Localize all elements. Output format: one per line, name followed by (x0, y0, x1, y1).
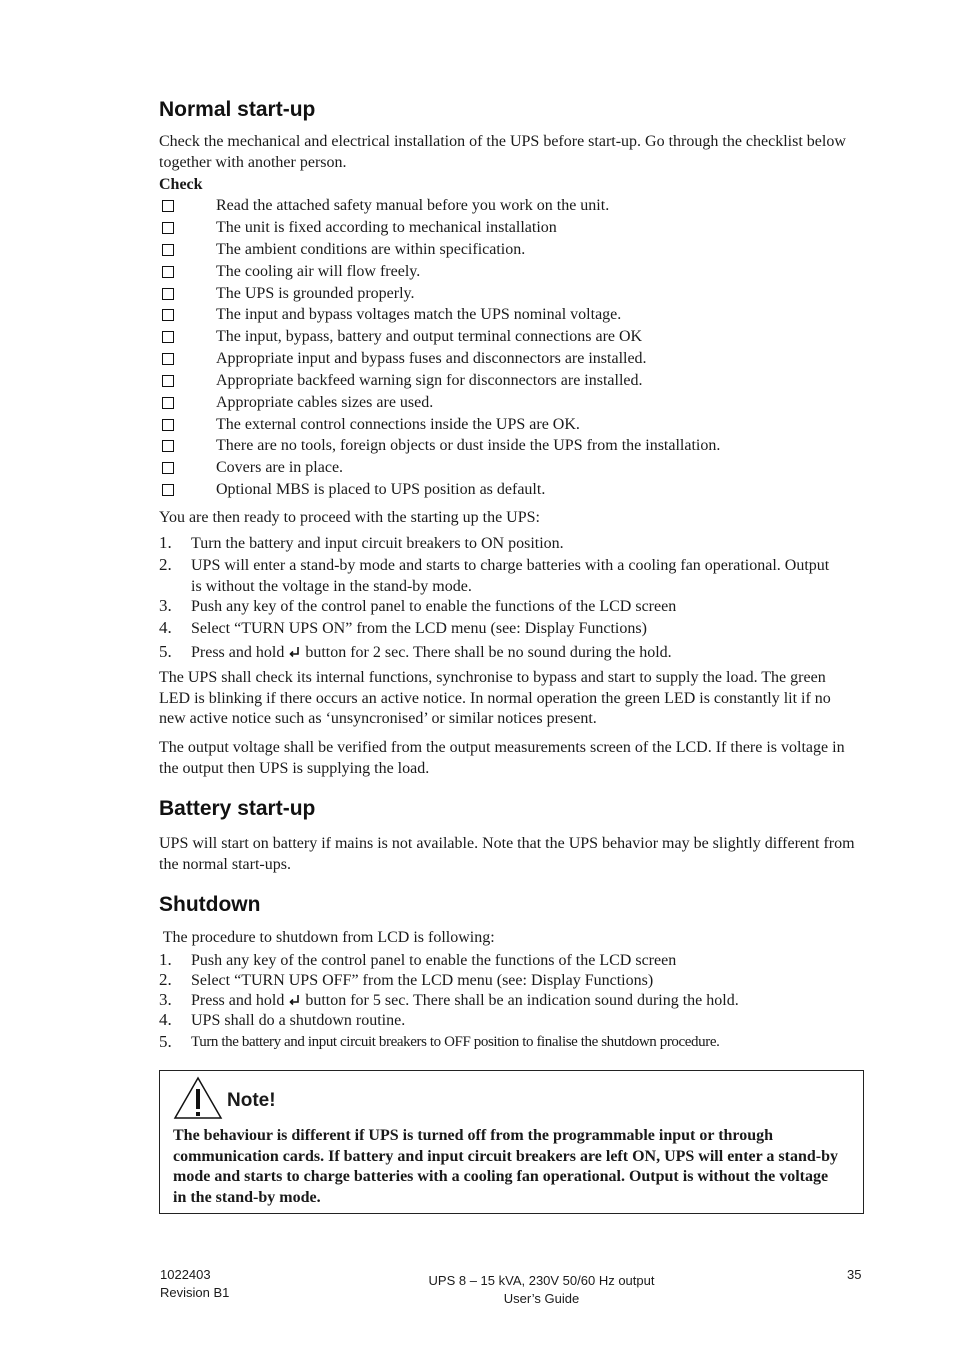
footer-left (160, 1266, 229, 1302)
checklist-item-text: Appropriate cables sizes are used. (216, 394, 434, 411)
step-text: Select “TURN UPS OFF” from the LCD menu (see: Display Functions) (191, 972, 654, 989)
checklist-item (159, 437, 859, 459)
enter-key-icon (288, 646, 301, 658)
step-number: 2. (159, 970, 172, 989)
guide-name: User’s Guide (503, 1291, 580, 1306)
checkbox-icon (162, 222, 174, 234)
checklist-item (159, 241, 859, 263)
step-text: UPS will enter a stand-by mode and starts to charge batteries with a cooling fan operational. Output is without the voltage in the stand-by mode. (191, 557, 830, 595)
step-number: 3. (159, 990, 172, 1009)
doc-number: 1022403 (160, 1267, 211, 1282)
checklist-item (159, 219, 859, 241)
revision: Revision B1 (160, 1285, 230, 1300)
note-title: Note! (227, 1090, 276, 1111)
checkbox-icon (162, 419, 174, 431)
checklist-item-text: The cooling air will flow freely. (216, 263, 421, 280)
checklist-item-text: There are no tools, foreign objects or dust inside the UPS from the installation. (216, 437, 721, 454)
step-text: Turn the battery and input circuit breakers to OFF position to finalise the shutdown procedure. (191, 1034, 720, 1050)
product-name: UPS 8 – 15 kVA, 230V 50/60 Hz output (428, 1273, 655, 1288)
checkbox-icon (162, 440, 174, 452)
step-text (191, 990, 831, 1011)
step-text: Select “TURN UPS ON” from the LCD menu (see: Display Functions) (191, 620, 647, 637)
checklist-item (159, 372, 859, 394)
step-number: 4. (159, 1010, 172, 1029)
checklist-item (159, 350, 859, 372)
checkbox-icon (162, 484, 174, 496)
step-number: 1. (159, 950, 172, 969)
step-text: Push any key of the control panel to enable the functions of the LCD screen (191, 952, 677, 969)
checkbox-icon (162, 331, 174, 343)
battery-text: UPS will start on battery if mains is not available. Note that the UPS behavior may be slightly different from the normal start-ups. (159, 835, 855, 873)
checklist-item-text: The UPS is grounded properly. (216, 285, 415, 302)
footer-center (390, 1272, 693, 1308)
ready-text: You are then ready to proceed with the starting up the UPS: (159, 509, 540, 526)
checklist-item-text: The ambient conditions are within specification. (216, 241, 526, 258)
note-text: The behaviour is different if UPS is turned off from the programmable input or through communication cards. If battery and input circuit breakers are left ON, UPS will enter a stand-by mode and starts to charge batteries with a cooling fan operational. Output is without the voltage in the stand-by mode. (173, 1127, 839, 1206)
checklist-item (159, 459, 859, 481)
note-box (159, 1070, 864, 1214)
step-number: 4. (159, 618, 172, 637)
step-text (191, 642, 831, 663)
checkbox-icon (162, 266, 174, 278)
step-text: Turn the battery and input circuit breakers to ON position. (191, 535, 564, 552)
checklist-item-text: Optional MBS is placed to UPS position as default. (216, 481, 546, 498)
checkbox-icon (162, 200, 174, 212)
check-label: Check (159, 176, 203, 193)
checklist-item (159, 306, 859, 328)
section-heading-normal-startup: Normal start-up (159, 98, 316, 121)
checklist-item (159, 481, 859, 503)
checklist-item-text: The input and bypass voltages match the UPS nominal voltage. (216, 306, 622, 323)
step-text: Push any key of the control panel to enable the functions of the LCD screen (191, 598, 677, 615)
step-text-post: button for 2 sec. There shall be no sound during the hold. (305, 644, 672, 661)
checkbox-icon (162, 309, 174, 321)
checklist-item (159, 416, 859, 438)
checklist-item-text: Appropriate backfeed warning sign for disconnectors are installed. (216, 372, 643, 389)
checklist-item (159, 285, 859, 307)
checklist-item (159, 328, 859, 350)
section-heading-shutdown: Shutdown (159, 893, 261, 916)
step-text-pre: Press and hold (191, 644, 285, 661)
checkbox-icon (162, 397, 174, 409)
checkbox-icon (162, 244, 174, 256)
step-number: 5. (159, 642, 172, 661)
checklist-item-text: The input, bypass, battery and output terminal connections are OK (216, 328, 643, 345)
step-number: 2. (159, 555, 172, 574)
step-number: 5. (159, 1032, 172, 1051)
checkbox-icon (162, 288, 174, 300)
checklist-item-text: Appropriate input and bypass fuses and disconnectors are installed. (216, 350, 647, 367)
normal-intro: Check the mechanical and electrical installation of the UPS before start-up. Go through the checklist below together with another person. (159, 133, 846, 171)
checklist-item-text: Covers are in place. (216, 459, 344, 476)
checklist-item-text: The unit is fixed according to mechanical installation (216, 219, 557, 236)
after-startup-text-1: The UPS shall check its internal functions, synchronise to bypass and start to supply the load. The green LED is blinking if there occurs an active notice. In normal operation the green LED is constantly lit if no new active notice such as ‘unsyncronised’ or similar notices present. (159, 669, 831, 727)
page-number: 35 (847, 1267, 862, 1282)
step-text-pre: Press and hold (191, 992, 285, 1009)
checklist-item-text: The external control connections inside the UPS are OK. (216, 416, 580, 433)
checklist-item (159, 394, 859, 416)
step-number: 1. (159, 533, 172, 552)
checkbox-icon (162, 462, 174, 474)
step-text-post: button for 5 sec. There shall be an indication sound during the hold. (305, 992, 739, 1009)
checkbox-icon (162, 353, 174, 365)
step-number: 3. (159, 596, 172, 615)
step-text: UPS shall do a shutdown routine. (191, 1012, 406, 1029)
checkbox-icon (162, 375, 174, 387)
warning-icon (173, 1075, 223, 1121)
after-startup-text-2: The output voltage shall be verified from the output measurements screen of the LCD. If there is voltage in the output then UPS is supplying the load. (159, 739, 845, 777)
checklist-item (159, 263, 859, 285)
enter-key-icon (288, 994, 301, 1006)
shutdown-intro: The procedure to shutdown from LCD is following: (159, 929, 495, 946)
checklist-item-text: Read the attached safety manual before you work on the unit. (216, 197, 610, 214)
section-heading-battery-startup: Battery start-up (159, 797, 316, 820)
checklist-item (159, 197, 859, 219)
